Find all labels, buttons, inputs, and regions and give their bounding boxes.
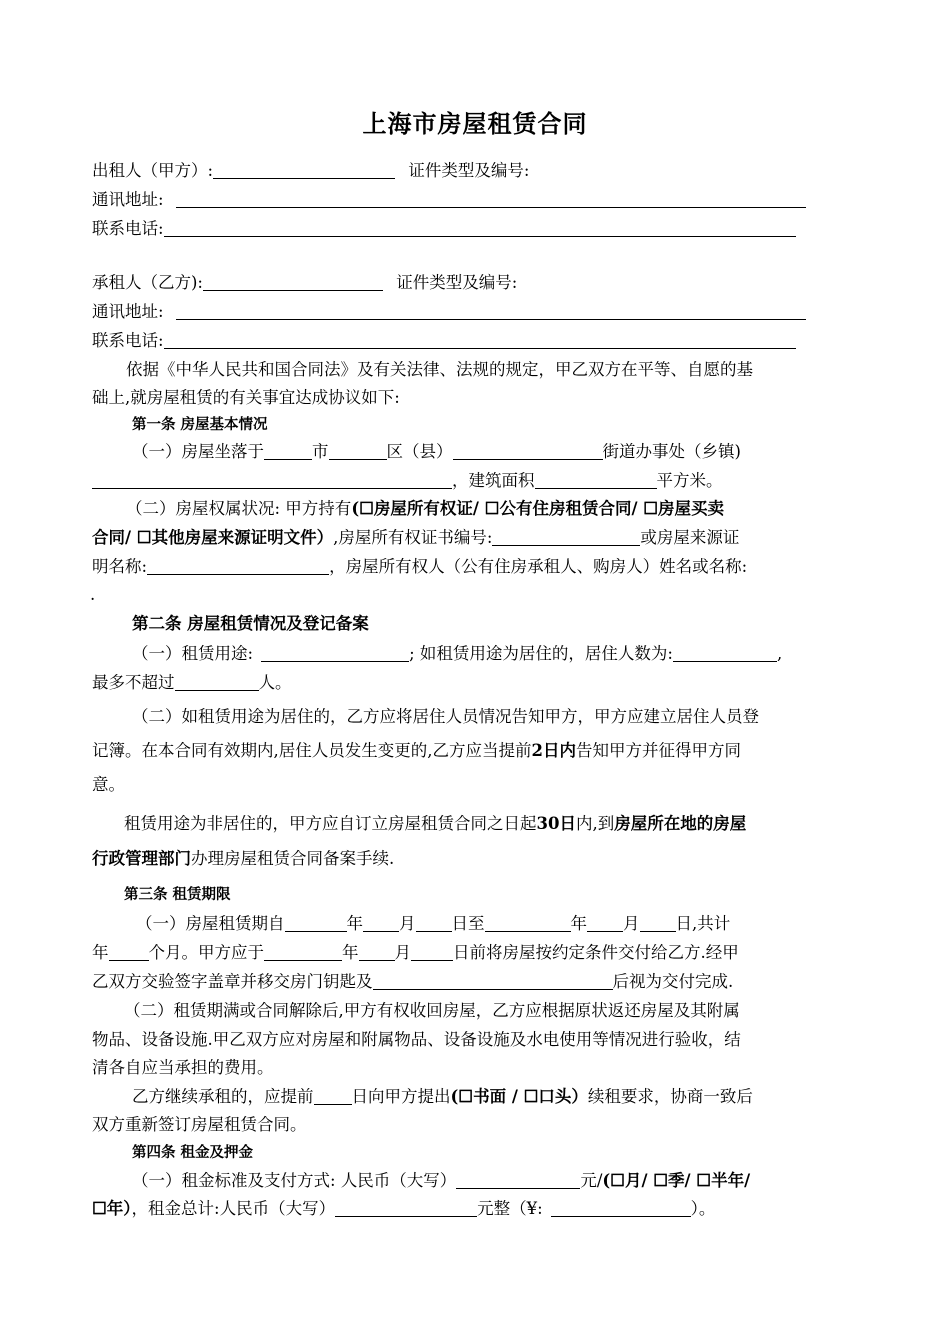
ownership-options-1[interactable]: (☐房屋所有权证/ ☐公有住房租赁合同/ ☐房屋买卖 xyxy=(351,499,725,518)
start-year-blank[interactable] xyxy=(285,915,347,932)
end-year-blank[interactable] xyxy=(485,915,571,932)
lessee-address-row xyxy=(92,301,806,323)
certificate-number-blank[interactable] xyxy=(492,529,640,546)
bold-days: 30日 xyxy=(536,814,576,833)
renew-request-label: 日向甲方提出 xyxy=(351,1087,451,1106)
year-unit: 年 xyxy=(346,914,363,933)
bold-authority: 行政管理部门 xyxy=(92,849,191,868)
preamble-line-1: 依据《中华人民共和国合同法》及有关法律、法规的规定，甲乙双方在平等、自愿的基 xyxy=(126,360,753,379)
article-1-heading: 第一条 房屋基本情况 xyxy=(132,416,268,433)
article-3-heading: 第三条 租赁期限 xyxy=(124,886,231,903)
lessor-address-row xyxy=(92,189,806,211)
article-1-location-row xyxy=(132,441,741,463)
lessee-phone-blank[interactable] xyxy=(164,332,796,349)
renew-method-options[interactable]: (☐书面 / ☐口头） xyxy=(450,1087,588,1106)
max-occupants-label: 最多不超过 xyxy=(92,673,175,692)
article-4-heading: 第四条 租金及押金 xyxy=(132,1144,254,1161)
lease-use-blank[interactable] xyxy=(261,645,409,662)
rent-total-unit: 元整（¥: xyxy=(477,1199,543,1218)
occupants-blank[interactable] xyxy=(673,645,777,662)
article-2-p2-line-3: 意。 xyxy=(92,775,125,794)
text-segment: 告知甲方并征得甲方同 xyxy=(575,741,741,760)
end-day-blank[interactable] xyxy=(640,915,676,932)
handover-label: 乙双方交验签字盖章并移交房门钥匙及 xyxy=(92,972,373,991)
lessor-label: 出租人（甲方）: xyxy=(92,161,214,180)
renew-days-blank[interactable] xyxy=(314,1088,352,1105)
rent-period-year-option[interactable]: ☐年） xyxy=(92,1199,132,1218)
proof-name-blank[interactable] xyxy=(147,558,329,575)
end-month-blank[interactable] xyxy=(587,915,623,932)
month-unit: 月 xyxy=(394,943,411,962)
total-years-blank[interactable] xyxy=(109,944,149,961)
city-blank[interactable] xyxy=(264,443,312,460)
article-3-term-row-2 xyxy=(92,942,739,964)
lessee-name-row xyxy=(92,272,517,294)
address-detail-blank[interactable] xyxy=(92,472,452,489)
street-office-label: 街道办事处（乡镇) xyxy=(602,442,741,461)
lessee-phone-row xyxy=(92,330,796,352)
rent-total-blank[interactable] xyxy=(335,1200,477,1217)
article-3-renew-row-2: 双方重新签订房屋租赁合同。 xyxy=(92,1115,307,1134)
rent-total-figures-blank[interactable] xyxy=(551,1200,691,1217)
lessee-id-label: 证件类型及编号: xyxy=(396,273,518,292)
person-unit: 人。 xyxy=(258,673,292,692)
article-2-heading: 第二条 房屋租赁情况及登记备案 xyxy=(132,614,369,633)
source-proof-label: 或房屋来源证 xyxy=(640,528,740,547)
term-label: （一）房屋租赁期自 xyxy=(136,914,285,933)
bold-authority: 房屋所在地的房屋 xyxy=(614,814,747,833)
certificate-number-label: ,房屋所有权证书编号: xyxy=(333,528,493,547)
article-1-ownership-row-3 xyxy=(92,556,747,578)
delivery-month-blank[interactable] xyxy=(359,944,395,961)
owner-name-label: ，房屋所有权人（公有住房承租人、购房人）姓名或名称: xyxy=(329,557,748,576)
rent-amount-blank[interactable] xyxy=(456,1172,580,1189)
lessor-name-row xyxy=(92,160,529,182)
lessor-name-blank[interactable] xyxy=(213,162,395,179)
article-3-p2-line-2: 物品、设备设施.甲乙双方应对房屋和附属物品、设备设施及水电使用等情况进行验收，结 xyxy=(92,1030,741,1049)
comma: , xyxy=(776,644,783,663)
month-unit: 月 xyxy=(623,914,640,933)
delivery-year-blank[interactable] xyxy=(264,944,342,961)
renew-label: 乙方继续承租的，应提前 xyxy=(132,1087,314,1106)
lessor-phone-blank[interactable] xyxy=(164,220,796,237)
area-blank[interactable] xyxy=(535,472,657,489)
lessee-address-blank[interactable] xyxy=(176,303,806,320)
bold-deadline: 2日内 xyxy=(531,741,576,760)
rent-standard-label: （一）租金标准及支付方式: 人民币（大写） xyxy=(132,1171,457,1190)
handover-end: 后视为交付完成. xyxy=(612,972,734,991)
article-2-p3-line-2 xyxy=(92,848,394,870)
lessee-phone-label: 联系电话: xyxy=(92,331,164,350)
article-1-ownership-row-2 xyxy=(92,527,739,549)
street-blank[interactable] xyxy=(453,443,603,460)
district-blank[interactable] xyxy=(329,443,387,460)
renew-request-end: 续租要求，协商一致后 xyxy=(587,1087,753,1106)
area-unit: 平方米。 xyxy=(656,471,723,490)
city-label: 市 xyxy=(312,442,329,461)
yuan-unit: 元/ xyxy=(580,1171,603,1190)
lessee-address-label: 通讯地址: xyxy=(92,302,164,321)
max-occupants-blank[interactable] xyxy=(175,674,259,691)
article-3-term-row-1 xyxy=(136,913,730,935)
article-3-term-row-3 xyxy=(92,971,733,993)
text-segment: 内,到 xyxy=(575,814,615,833)
lease-use-label: （一）租赁用途: xyxy=(132,644,254,663)
handover-blank[interactable] xyxy=(373,973,613,990)
text-segment: 租赁用途为非居住的，甲方应自订立房屋租赁合同之日起 xyxy=(124,814,537,833)
article-1-ownership-row-1 xyxy=(126,498,724,520)
year-unit: 年 xyxy=(342,943,359,962)
lessor-phone-label: 联系电话: xyxy=(92,219,164,238)
article-2-p2-line-2 xyxy=(92,740,741,762)
total-label: 日,共计 xyxy=(675,914,731,933)
lessee-name-blank[interactable] xyxy=(203,274,383,291)
preamble-line-2: 础上,就房屋租赁的有关事宜达成协议如下: xyxy=(92,388,400,407)
article-2-p3-line-1 xyxy=(124,813,746,835)
text-segment: 记簿。在本合同有效期内,居住人员发生变更的,乙方应当提前 xyxy=(92,741,532,760)
rent-period-options[interactable]: (☐月/ ☐季/ ☐半年/ xyxy=(602,1171,751,1190)
delivery-label: 日前将房屋按约定条件交付给乙方.经甲 xyxy=(453,943,739,962)
start-month-blank[interactable] xyxy=(363,915,399,932)
start-day-blank[interactable] xyxy=(416,915,452,932)
article-3-p2-line-3: 清各自应当承担的费用。 xyxy=(92,1058,274,1077)
district-label: 区（县） xyxy=(386,442,453,461)
text-segment: 办理房屋租赁合同备案手续. xyxy=(191,849,395,868)
lessor-address-label: 通讯地址: xyxy=(92,190,164,209)
owner-name-end: . xyxy=(90,585,96,604)
article-2-p2-line-1: （二）如租赁用途为居住的，乙方应将居住人员情况告知甲方，甲方应建立居住人员登 xyxy=(132,707,759,726)
article-4-rent-row-1 xyxy=(132,1170,750,1192)
day-to-unit: 日至 xyxy=(451,914,485,933)
article-2-use-row xyxy=(132,643,782,665)
page-title: 上海市房屋租赁合同 xyxy=(362,109,588,138)
area-label: ，建筑面积 xyxy=(452,471,535,490)
article-3-p2-line-1: （二）租赁期满或合同解除后,甲方有权收回房屋，乙方应根据原状返还房屋及其附属 xyxy=(124,1001,740,1020)
occupants-label: ; 如租赁用途为居住的，居住人数为: xyxy=(409,644,673,663)
article-3-renew-row xyxy=(132,1086,753,1108)
rent-total-end: ）。 xyxy=(690,1199,716,1218)
lessor-id-label: 证件类型及编号: xyxy=(408,161,530,180)
lessor-address-blank[interactable] xyxy=(176,191,806,208)
ownership-options-2[interactable]: 合同/ ☐其他房屋来源证明文件） xyxy=(92,528,334,547)
article-1-area-row xyxy=(92,470,723,492)
proof-name-label: 明名称: xyxy=(92,557,148,576)
delivery-day-blank[interactable] xyxy=(411,944,453,961)
month-unit: 月 xyxy=(399,914,416,933)
year-unit: 年 xyxy=(570,914,587,933)
lessor-phone-row xyxy=(92,218,796,240)
year-unit: 年 xyxy=(92,943,109,962)
article-4-rent-row-2 xyxy=(92,1198,715,1220)
months-label: 个月。甲方应于 xyxy=(148,943,264,962)
article-2-max-row xyxy=(92,672,292,694)
lessee-label: 承租人（乙方): xyxy=(92,273,203,292)
rent-total-label: ，租金总计:人民币（大写） xyxy=(131,1199,336,1218)
ownership-label: （二）房屋权属状况: 甲方持有 xyxy=(126,499,352,518)
location-label: （一）房屋坐落于 xyxy=(132,442,264,461)
